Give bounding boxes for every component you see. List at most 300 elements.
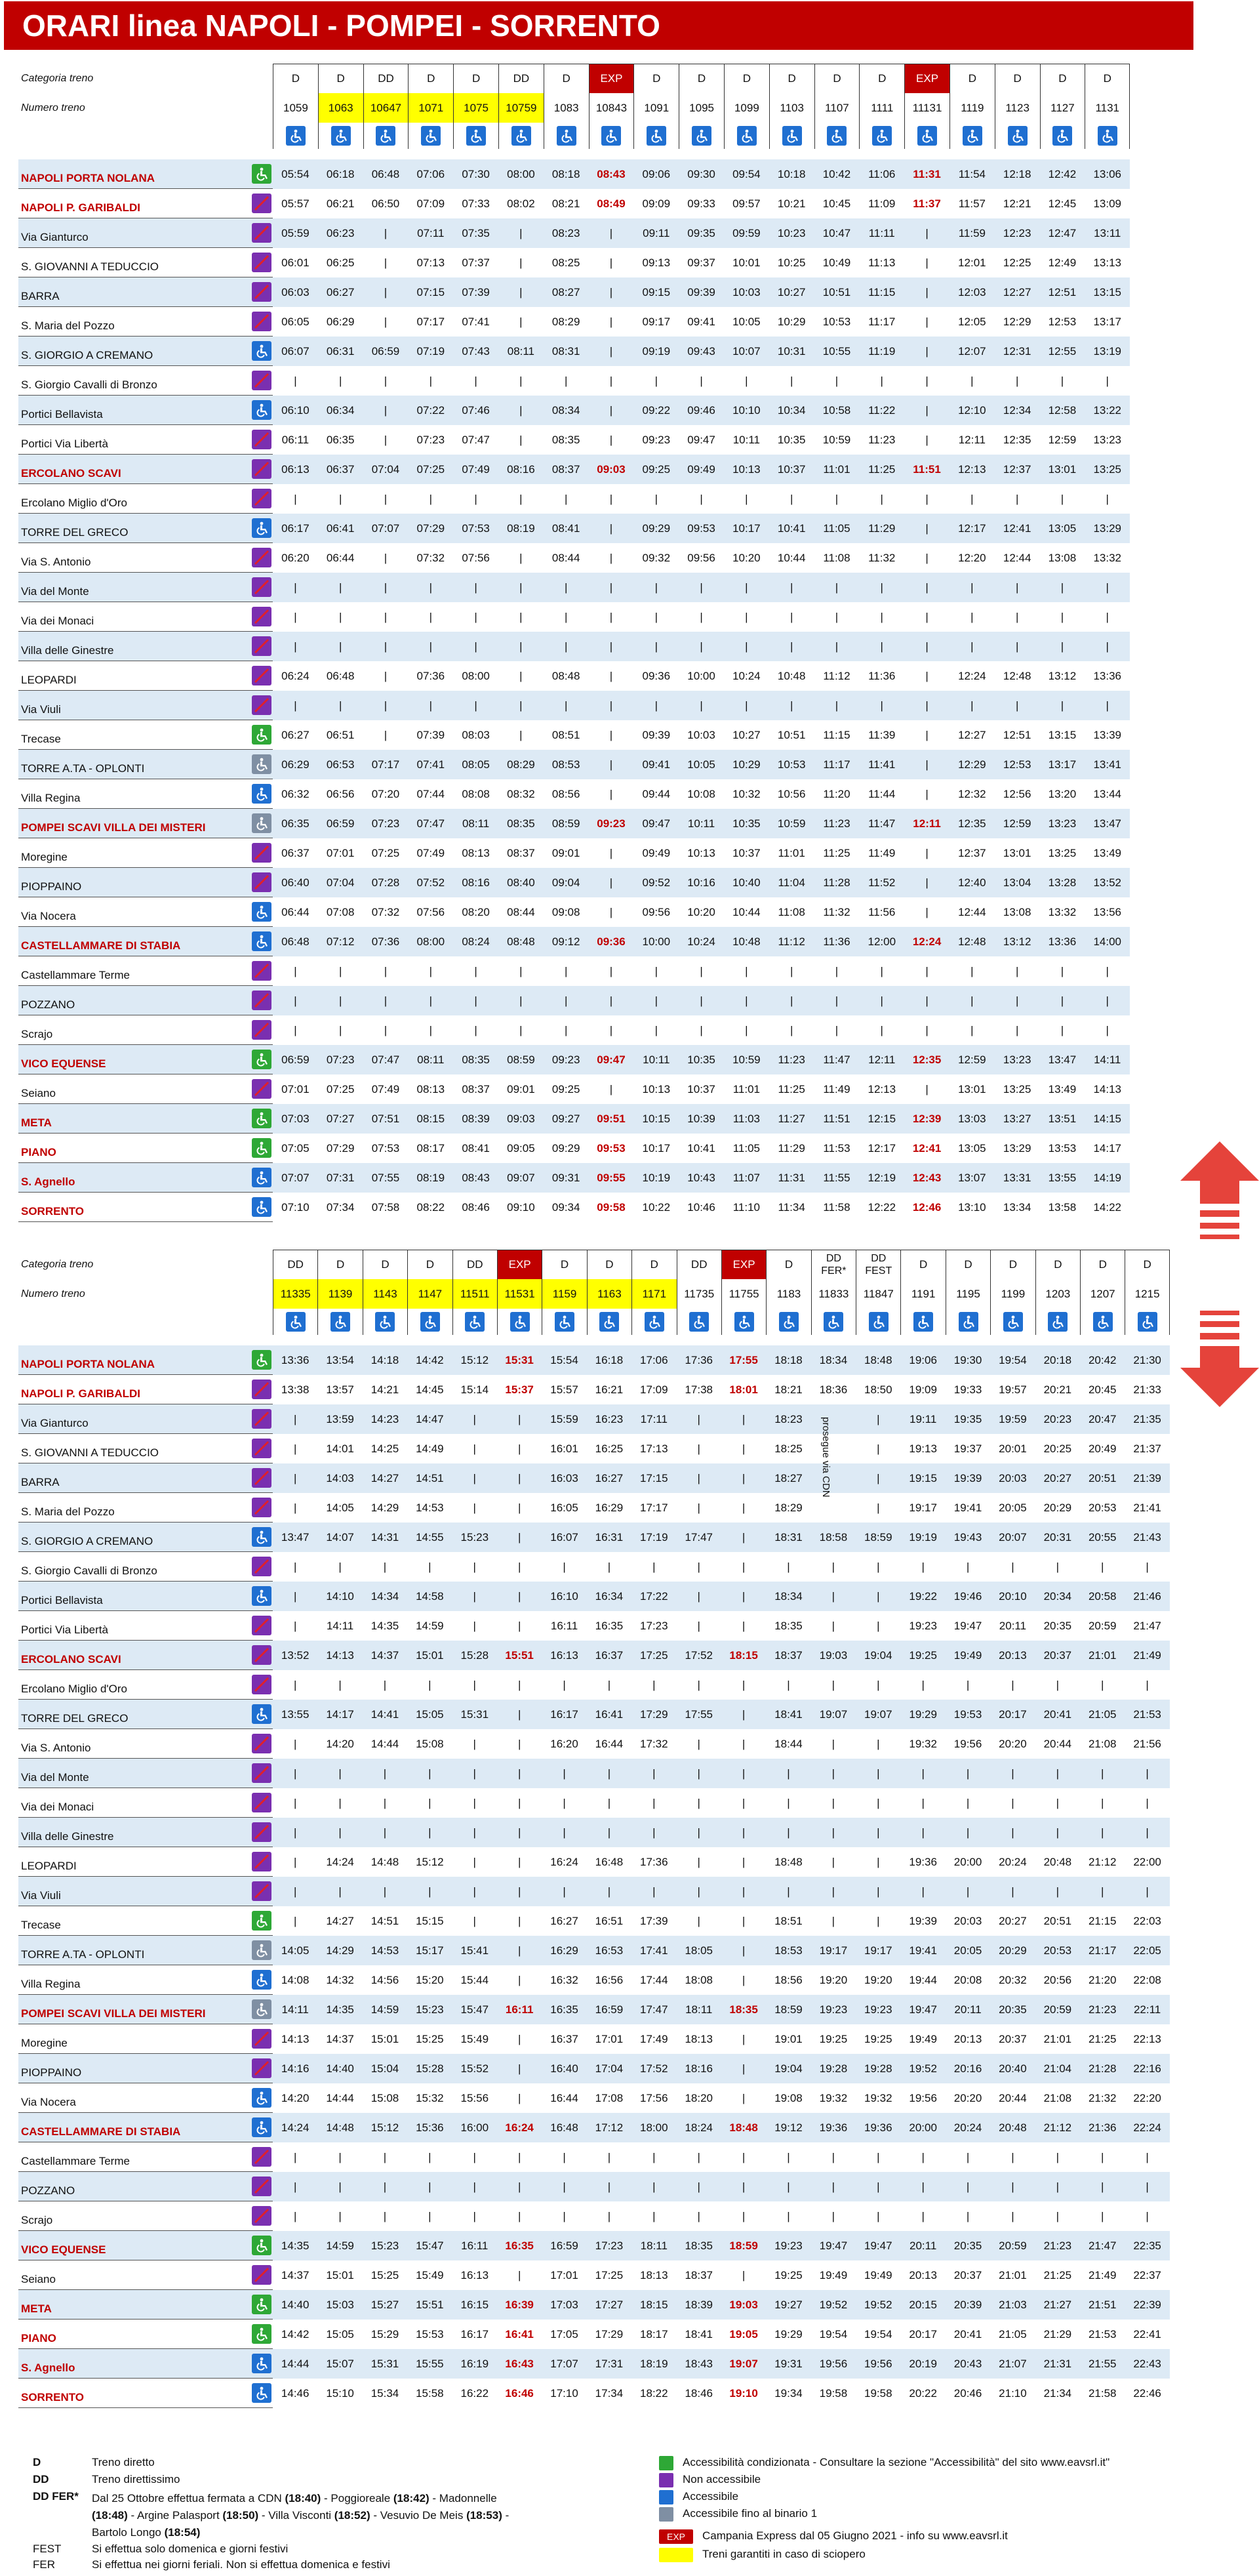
station-row [18, 425, 1130, 455]
departure-time: 11:27 [778, 1112, 805, 1125]
departure-time: | [742, 2032, 746, 2045]
departure-time: | [473, 2209, 476, 2222]
departure-time: 09:25 [642, 462, 671, 476]
departure-time: | [877, 1412, 880, 1425]
station-name: Via Viuli [21, 1889, 61, 1902]
train-category: D [900, 1250, 945, 1279]
departure-time: | [473, 1589, 476, 1603]
departure-time: | [1056, 1678, 1060, 1691]
departure-time: 07:11 [417, 226, 445, 239]
departure-time: 12:17 [868, 1141, 896, 1155]
departure-time: | [877, 1914, 880, 1927]
departure-time: | [742, 1471, 746, 1484]
departure-time: | [880, 581, 883, 594]
departure-time: | [654, 610, 658, 623]
departure-time: | [654, 964, 658, 977]
legend-key: DD [33, 2473, 49, 2485]
departure-time: 09:59 [732, 226, 761, 239]
departure-time: | [338, 1023, 342, 1036]
departure-time: 14:49 [416, 1442, 444, 1455]
train-category: D [1035, 1250, 1080, 1279]
departure-time: 21:55 [1088, 2357, 1117, 2370]
departure-time: 20:10 [999, 1589, 1027, 1603]
departure-time: | [745, 1023, 748, 1036]
departure-time: 14:05 [281, 1944, 310, 1957]
departure-time: 11:01 [778, 846, 805, 859]
departure-time: 07:23 [371, 817, 400, 830]
departure-time: 09:32 [642, 551, 671, 564]
departure-time: 20:45 [1088, 1383, 1117, 1396]
departure-time: | [745, 492, 748, 505]
departure-time: 06:37 [326, 462, 355, 476]
departure-time: | [1101, 2209, 1104, 2222]
departure-time: 07:49 [371, 1082, 400, 1095]
station-name: Villa Regina [21, 1978, 81, 1990]
departure-time: 21:07 [999, 2357, 1027, 2370]
wheelchair-icon [407, 1309, 452, 1335]
train-number: 1203 [1035, 1279, 1080, 1309]
departure-time: 13:17 [1048, 758, 1077, 771]
departure-time: | [428, 2180, 431, 2193]
departure-time: 09:25 [551, 1082, 580, 1095]
departure-time: 08:59 [507, 1053, 535, 1066]
departure-time: 08:41 [551, 521, 580, 535]
departure-time: 07:28 [371, 876, 400, 889]
departure-time: | [742, 1826, 746, 1839]
station-name: NAPOLI P. GARIBALDI [21, 201, 140, 214]
departure-time: 10:35 [687, 1053, 715, 1066]
departure-time: 11:05 [823, 521, 850, 535]
departure-time: | [1015, 640, 1019, 653]
departure-time: 14:40 [281, 2298, 310, 2311]
legend-text: Treni garantiti in caso di sciopero [702, 2548, 866, 2560]
departure-time: | [383, 1560, 387, 1573]
departure-time: 18:43 [685, 2357, 713, 2370]
departure-time: 10:13 [687, 846, 715, 859]
departure-time: 10:43 [687, 1171, 715, 1184]
departure-time: 08:53 [551, 758, 580, 771]
departure-time: 19:08 [774, 2091, 803, 2104]
departure-time: 07:41 [462, 315, 490, 328]
departure-time: 08:19 [507, 521, 535, 535]
station-row [18, 1345, 1170, 1375]
departure-time: 10:03 [687, 728, 715, 741]
station-row [18, 956, 1130, 986]
station-name: Scrajo [21, 1028, 53, 1040]
departure-time: | [384, 581, 388, 594]
departure-time: 11:51 [823, 1112, 850, 1125]
departure-time: 16:11 [461, 2239, 489, 2252]
train-category: DD [273, 1250, 317, 1279]
departure-time: 09:47 [687, 433, 715, 446]
departure-time: 15:12 [370, 2121, 399, 2134]
departure-time: | [831, 2180, 835, 2193]
legend-time: (18:40) [285, 2492, 321, 2504]
departure-time: 06:17 [281, 521, 310, 535]
departure-time: | [1056, 1767, 1060, 1780]
departure-time: | [293, 2209, 297, 2222]
departure-time: | [742, 1589, 746, 1603]
station-name: Moregine [21, 2037, 68, 2049]
station-name: Via S. Antonio [21, 1742, 91, 1754]
wheelchair-icon [318, 123, 363, 149]
wheelchair-icon [1040, 123, 1085, 149]
departure-time: 15:08 [416, 1737, 444, 1750]
departure-time: | [473, 1737, 476, 1750]
departure-time: 16:29 [550, 1944, 578, 1957]
departure-time: 18:17 [640, 2327, 668, 2341]
wheelchair-icon [631, 1309, 676, 1335]
station-name: POZZANO [21, 2184, 75, 2197]
departure-time: 07:04 [371, 462, 400, 476]
departure-time: 20:03 [953, 1914, 982, 1927]
departure-time: 14:07 [326, 1530, 354, 1544]
departure-time: 09:54 [732, 167, 761, 180]
departure-time: | [652, 2209, 656, 2222]
departure-time: 13:10 [958, 1200, 986, 1214]
not-accessible-icon [252, 2058, 271, 2078]
departure-time: | [1146, 1796, 1149, 1809]
departure-time: 21:10 [999, 2386, 1027, 2400]
station-row [18, 1104, 1130, 1134]
not-accessible-icon [252, 430, 271, 449]
departure-time: | [1106, 640, 1109, 653]
departure-time: 14:00 [1093, 935, 1122, 948]
station-name: CASTELLAMMARE DI STABIA [21, 939, 181, 952]
departure-time: 17:23 [595, 2239, 624, 2252]
departure-time: 21:25 [1043, 2268, 1072, 2281]
departure-time: 10:22 [642, 1200, 671, 1214]
wheelchair-icon [677, 1309, 721, 1335]
departure-time: | [880, 994, 883, 1007]
departure-time: 17:34 [595, 2386, 624, 2400]
not-accessible-icon [252, 1734, 271, 1753]
departure-time: 21:49 [1088, 2268, 1117, 2281]
departure-time: | [609, 492, 613, 505]
station-name: NAPOLI PORTA NOLANA [21, 172, 155, 184]
departure-time: | [294, 964, 297, 977]
wheelchair-icon [1085, 123, 1130, 149]
departure-time: 06:59 [371, 344, 400, 358]
legend-time: (18:42) [393, 2492, 430, 2504]
departure-time: 09:43 [687, 344, 715, 358]
departure-time: | [877, 1826, 880, 1839]
departure-time: | [697, 1619, 700, 1632]
departure-time: | [745, 994, 748, 1007]
departure-time: | [563, 2150, 566, 2163]
departure-time: 10:37 [732, 846, 761, 859]
departure-time: 06:44 [281, 905, 310, 918]
departure-time: 20:00 [953, 1855, 982, 1868]
departure-time: 06:41 [326, 521, 355, 535]
departure-time: 21:08 [1088, 1737, 1117, 1750]
departure-time: | [519, 699, 523, 712]
departure-time: 13:51 [1048, 1112, 1077, 1125]
departure-time: 17:56 [640, 2091, 668, 2104]
departure-time: | [517, 1737, 521, 1750]
departure-time: 08:27 [551, 285, 580, 298]
departure-time: | [1101, 1678, 1104, 1691]
departure-time: 09:10 [507, 1200, 535, 1214]
departure-time: 20:47 [1088, 1412, 1117, 1425]
departure-time: 14:48 [326, 2121, 354, 2134]
station-name: POMPEI SCAVI VILLA DEI MISTERI [21, 821, 206, 834]
departure-time: 20:59 [1043, 2003, 1072, 2016]
departure-time: 16:51 [595, 1914, 624, 1927]
wheelchair-icon [769, 123, 814, 149]
departure-time: 20:48 [999, 2121, 1027, 2134]
departure-time: 21:23 [1043, 2239, 1072, 2252]
departure-time: 11:06 [868, 167, 896, 180]
departure-time: 12:53 [1003, 758, 1031, 771]
departure-time: 06:59 [326, 817, 355, 830]
departure-time: | [700, 640, 703, 653]
departure-time: 07:46 [462, 403, 490, 417]
departure-time: 07:25 [326, 1082, 355, 1095]
departure-time: 19:32 [819, 2091, 848, 2104]
departure-time: 17:52 [640, 2062, 668, 2075]
departure-time: | [742, 1855, 746, 1868]
departure-time: 19:06 [909, 1353, 937, 1366]
departure-time: | [831, 1885, 835, 1898]
station-name: NAPOLI PORTA NOLANA [21, 1358, 155, 1370]
departure-time: 10:16 [687, 876, 715, 889]
departure-time: | [428, 1826, 431, 1839]
departure-time: 18:00 [640, 2121, 668, 2134]
departure-time: 19:19 [909, 1530, 937, 1544]
train-number: 1095 [679, 93, 724, 123]
departure-time: | [925, 728, 929, 741]
departure-time: 07:39 [416, 728, 445, 741]
departure-time: 18:48 [774, 1855, 803, 1868]
departure-time: 15:01 [326, 2268, 354, 2281]
accessibility-row [18, 1309, 1170, 1335]
wheelchair-conditional-icon [252, 1050, 271, 1069]
not-accessible-icon [252, 1498, 271, 1517]
departure-time: 11:54 [958, 167, 986, 180]
station-name: NAPOLI P. GARIBALDI [21, 1387, 140, 1400]
train-number: 11531 [497, 1279, 542, 1309]
departure-time: 18:36 [819, 1383, 848, 1396]
departure-time: 22:20 [1133, 2091, 1161, 2104]
departure-time: 13:23 [1048, 817, 1077, 830]
departure-time: 20:49 [1088, 1442, 1117, 1455]
departure-time: 22:03 [1133, 1914, 1161, 1927]
station-row [18, 750, 1130, 779]
departure-time: 11:23 [778, 1053, 805, 1066]
departure-time: | [742, 1412, 746, 1425]
departure-time: | [607, 1885, 611, 1898]
wheelchair-conditional-icon [252, 2324, 271, 2344]
departure-time: 14:59 [326, 2239, 354, 2252]
not-accessible-icon [252, 1409, 271, 1429]
departure-time: | [654, 374, 658, 387]
departure-time: 16:41 [505, 2327, 534, 2341]
departure-time: 17:10 [550, 2386, 578, 2400]
departure-time: 20:22 [909, 2386, 937, 2400]
departure-time: 18:13 [640, 2268, 668, 2281]
station-name: LEOPARDI [21, 1860, 77, 1872]
wheelchair-accessible-icon [252, 341, 271, 361]
station-row [18, 277, 1130, 307]
departure-time: 07:01 [281, 1082, 310, 1095]
departure-time: 20:51 [1043, 1914, 1072, 1927]
wheelchair-conditional-icon [252, 725, 271, 745]
train-number: 1139 [317, 1279, 362, 1309]
departure-time: 18:23 [774, 1412, 803, 1425]
departure-time: 20:05 [999, 1501, 1027, 1514]
departure-time: 13:15 [1093, 285, 1122, 298]
departure-time: 14:35 [326, 2003, 354, 2016]
departure-time: | [473, 1678, 476, 1691]
departure-time: | [831, 2150, 835, 2163]
departure-time: 13:54 [326, 1353, 354, 1366]
departure-time: 11:32 [823, 905, 850, 918]
departure-time: | [742, 1796, 746, 1809]
departure-time: | [517, 1678, 521, 1691]
departure-time: | [925, 226, 929, 239]
station-row [18, 986, 1130, 1015]
station-name: Via Gianturco [21, 1417, 89, 1429]
departure-time: 12:41 [1003, 521, 1031, 535]
departure-time: | [835, 640, 839, 653]
departure-time: 08:02 [507, 197, 535, 210]
station-row [18, 2172, 1170, 2201]
departure-time: 18:27 [774, 1471, 803, 1484]
departure-time: 08:43 [597, 167, 626, 180]
departure-time: 07:49 [416, 846, 445, 859]
station-name: TORRE A.TA - OPLONTI [21, 762, 145, 775]
station-name: CASTELLAMMARE DI STABIA [21, 2125, 181, 2138]
departure-time: 07:07 [281, 1171, 310, 1184]
departure-time: 12:35 [1003, 433, 1031, 446]
departure-time: 11:44 [868, 787, 896, 800]
departure-time: 12:55 [1048, 344, 1077, 358]
departure-time: 06:13 [281, 462, 310, 476]
departure-time: 12:34 [1003, 403, 1031, 417]
departure-time: 12:19 [868, 1171, 896, 1184]
departure-time: 21:58 [1088, 2386, 1117, 2400]
departure-time: | [293, 2180, 297, 2193]
departure-time: | [517, 1619, 521, 1632]
departure-time: 16:48 [595, 1855, 624, 1868]
departure-time: | [745, 699, 748, 712]
departure-time: | [966, 1560, 970, 1573]
departure-time: 19:23 [909, 1619, 937, 1632]
departure-time: | [294, 581, 297, 594]
departure-time: 19:29 [774, 2327, 803, 2341]
wheelchair-icon [900, 1309, 945, 1335]
departure-time: 09:17 [642, 315, 671, 328]
departure-time: 06:27 [281, 728, 310, 741]
departure-time: 11:34 [778, 1200, 805, 1214]
departure-time: 08:49 [597, 197, 626, 210]
arrow-up-icon [1180, 1141, 1259, 1204]
not-accessible-icon [252, 577, 271, 597]
departure-time: | [925, 433, 929, 446]
departure-time: | [517, 2032, 521, 2045]
departure-time: | [384, 994, 388, 1007]
departure-time: 16:00 [460, 2121, 489, 2134]
departure-time: | [925, 669, 929, 682]
departure-time: 12:35 [912, 1053, 942, 1066]
departure-time: | [609, 787, 613, 800]
departure-time: 07:03 [281, 1112, 310, 1125]
departure-time: | [697, 1471, 700, 1484]
departure-time: 16:34 [595, 1589, 624, 1603]
departure-time: 12:51 [1003, 728, 1031, 741]
not-accessible-icon [252, 459, 271, 479]
departure-time: 21:56 [1133, 1737, 1161, 1750]
departure-time: 20:56 [1043, 1973, 1072, 1986]
wheelchair-accessible-icon [252, 1527, 271, 1547]
departure-time: | [921, 1560, 925, 1573]
departure-time: | [473, 1855, 476, 1868]
departure-time: 12:39 [912, 1112, 942, 1125]
departure-time: 16:17 [460, 2327, 489, 2341]
departure-time: | [966, 2180, 970, 2193]
wheelchair-icon [949, 123, 995, 149]
departure-time: 11:11 [868, 226, 895, 239]
departure-time: 07:41 [416, 758, 445, 771]
departure-time: 14:03 [326, 1471, 354, 1484]
departure-time: 06:24 [281, 669, 310, 682]
departure-time: 17:19 [640, 1530, 668, 1544]
departure-time: 13:29 [1093, 521, 1122, 535]
departure-time: 10:00 [642, 935, 671, 948]
not-accessible-icon [252, 991, 271, 1010]
departure-time: | [517, 2150, 521, 2163]
station-row [18, 2349, 1170, 2379]
departure-time: | [519, 374, 523, 387]
departure-time: 19:35 [953, 1412, 982, 1425]
departure-time: 20:00 [909, 2121, 937, 2134]
departure-time: 08:08 [462, 787, 490, 800]
departure-time: | [789, 1023, 793, 1036]
departure-time: 19:56 [909, 2091, 937, 2104]
departure-time: | [877, 1678, 880, 1691]
station-row [18, 779, 1130, 809]
departure-time: 14:37 [326, 2032, 354, 2045]
departure-time: | [697, 1442, 700, 1455]
departure-time: 18:31 [774, 1530, 803, 1544]
departure-time: | [925, 492, 929, 505]
departure-time: 15:59 [550, 1412, 578, 1425]
departure-time: | [877, 2180, 880, 2193]
departure-time: | [1011, 1796, 1014, 1809]
departure-time: 12:11 [868, 1053, 896, 1066]
departure-time: | [742, 2150, 746, 2163]
departure-time: 15:54 [550, 1353, 578, 1366]
departure-time: 08:11 [507, 344, 535, 358]
departure-time: | [517, 1471, 521, 1484]
departure-time: 16:53 [595, 1944, 624, 1957]
departure-time: 12:07 [958, 344, 986, 358]
departure-time: 12:37 [958, 846, 986, 859]
departure-time: 21:25 [1088, 2032, 1117, 2045]
not-accessible-icon [252, 1675, 271, 1694]
departure-time: | [473, 1471, 476, 1484]
departure-time: 10:56 [777, 787, 806, 800]
wheelchair-accessible-icon [252, 2383, 271, 2403]
departure-time: 18:13 [685, 2032, 713, 2045]
departure-time: 13:19 [1093, 344, 1122, 358]
departure-time: | [519, 256, 523, 269]
station-row [18, 632, 1130, 661]
departure-time: 09:01 [551, 846, 580, 859]
wheelchair-accessible-icon [252, 2088, 271, 2108]
departure-time: 18:48 [864, 1353, 892, 1366]
